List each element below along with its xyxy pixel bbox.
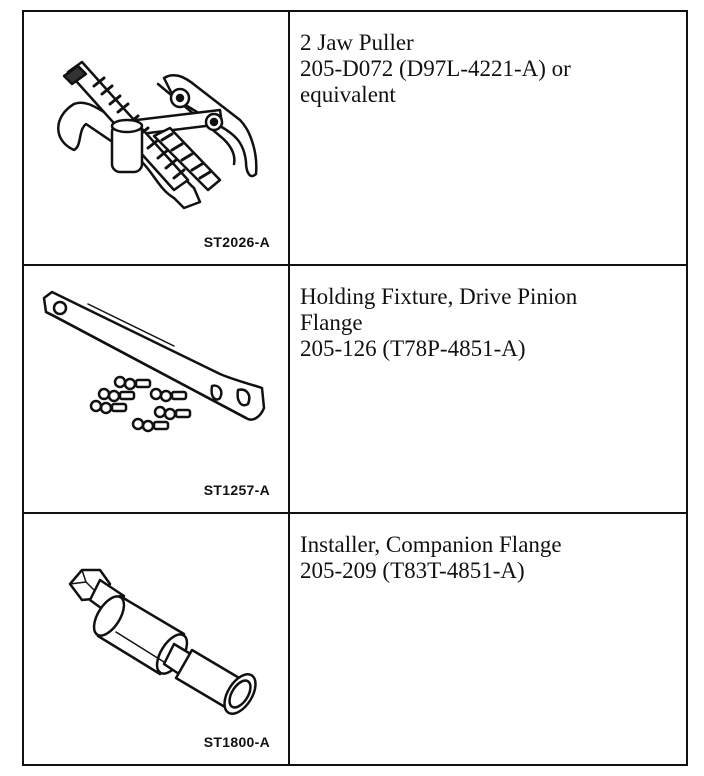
tool-description-cell — [289, 513, 687, 765]
tool-row — [23, 11, 687, 265]
tool-part-number: 205-126 (T78P-4851-A) — [300, 336, 526, 361]
tool-name: Installer, Companion Flange — [300, 532, 562, 557]
figure-code: ST1800-A — [203, 734, 270, 750]
tool-description-cell — [289, 265, 687, 513]
tool-illustration-cell — [23, 513, 289, 765]
tool-part-number: 205-D072 (D97L-4221-A) or — [300, 56, 571, 81]
tool-illustration-cell — [23, 11, 289, 265]
two-jaw-puller-icon — [24, 12, 288, 266]
tool-name: Holding Fixture, Drive Pinion — [300, 284, 578, 309]
tool-illustration-cell — [23, 265, 289, 513]
companion-flange-installer-icon — [24, 514, 288, 766]
tool-name: 2 Jaw Puller — [300, 30, 414, 55]
special-tools-table — [22, 10, 688, 766]
holding-fixture-icon — [24, 266, 288, 514]
tool-row — [23, 513, 687, 765]
figure-code: ST2026-A — [203, 234, 270, 250]
tool-description-cell — [289, 11, 687, 265]
tool-row — [23, 265, 687, 513]
figure-code: ST1257-A — [203, 482, 270, 498]
tool-note: equivalent — [300, 82, 396, 107]
tool-name-continued: Flange — [300, 310, 363, 335]
tool-part-number: 205-209 (T83T-4851-A) — [300, 558, 525, 583]
